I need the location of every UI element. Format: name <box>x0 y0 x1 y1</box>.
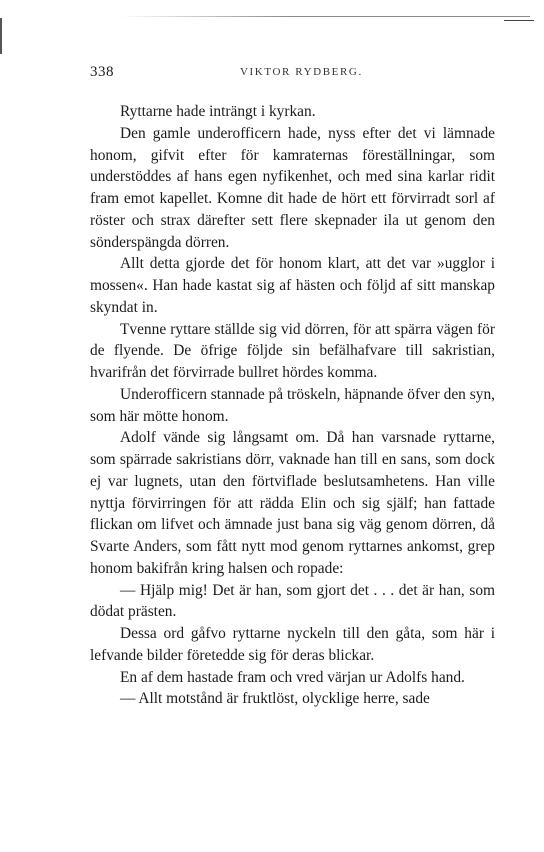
top-rule <box>120 16 530 17</box>
paragraph: Tvenne ryttare ställde sig vid dörren, för att spärra vägen för de flyende. De öfrige följde sin befälhafvare till sakristian, hvarifrån det förvirrade bullret hördes komma. <box>90 320 495 381</box>
paragraph: Underofficern stannade på tröskeln, häpnande öfver den syn, som här mötte honom. <box>90 385 495 425</box>
body-text <box>90 101 495 710</box>
paragraph: Den gamle underofficern hade, nyss efter det vi lämnade honom, gifvit efter för kamraternas föreställningar, som understöddes af hans egen nyfikenhet, och med sina karlar ridit fram emot kapellet. Komne dit hade de hört ett förvirradt sorl af röster och strax därefter sett flere skepnader ila ut genom den sönderspängda dörren. <box>90 124 495 251</box>
paragraph: En af dem hastade fram och vred värjan ur Adolfs hand. <box>120 668 465 686</box>
page-number: 338 <box>90 64 114 80</box>
paragraph: — Allt motstånd är fruktlöst, olycklige herre, sade <box>120 690 430 708</box>
paragraph: Adolf vände sig långsamt om. Då han varsnade ryttarne, som spärrade sakristians dörr, vaknade han till en sans, som dock ej var lugnets, utan den förtviflade beslutsamhetens. Han ville nyttja förvirringen för att rädda Elin och sig själf; han fattade flickan om lifvet och ämnade just bana sig väg genom dörren, då Svarte Anders, som fått nytt mod genom ryttarnes ankomst, grep honom bakifrån kring halsen och ropade: <box>90 429 495 577</box>
running-head <box>90 64 500 84</box>
paragraph: — Hjälp mig! Det är han, som gjort det . . . det är han, som dödat prästen. <box>90 581 495 621</box>
paragraph: Allt detta gjorde det för honom klart, att det var »ugglor i mossen«. Han hade kastat sig af hästen och följd af sitt manskap skyndat in. <box>90 255 495 316</box>
running-title: VIKTOR RYDBERG. <box>240 66 363 78</box>
top-rule-end <box>504 20 534 21</box>
page-edge-mark <box>0 18 2 54</box>
paragraph: Ryttarne hade inträngt i kyrkan. <box>120 103 316 120</box>
paragraph: Dessa ord gåfvo ryttarne nyckeln till den gåta, som här i lefvande bilder företedde sig för deras blickar. <box>90 625 495 664</box>
